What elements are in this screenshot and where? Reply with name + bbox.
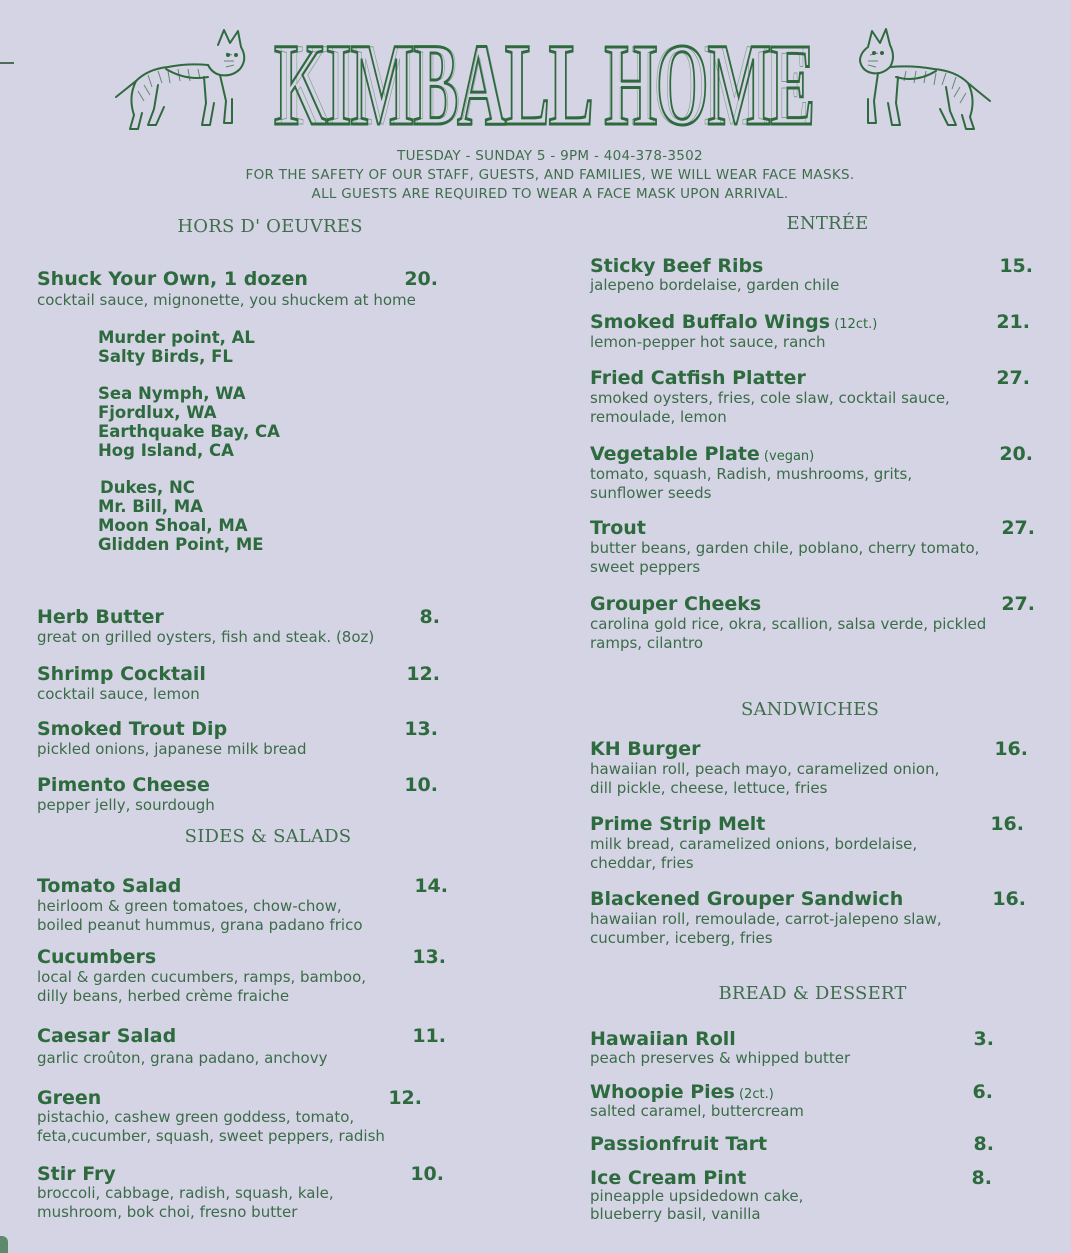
item-name: Tomato Salad xyxy=(37,875,182,897)
item-price: 27. xyxy=(996,367,1030,389)
item-price: 8. xyxy=(419,606,440,628)
item-desc: great on grilled oysters, fish and steak. (8oz) xyxy=(37,628,375,646)
item-name-text: Vegetable Plate xyxy=(590,443,760,465)
item-price: 21. xyxy=(996,311,1030,333)
section-hors-doeuvres: HORS D' OEUVRES xyxy=(177,216,363,237)
item-price: 11. xyxy=(412,1025,446,1047)
item-price: 16. xyxy=(992,888,1026,910)
item-price: 20. xyxy=(404,268,438,290)
cat-illustration-icon xyxy=(848,25,998,135)
item-desc: lemon-pepper hot sauce, ranch xyxy=(590,333,826,351)
item-name: Passionfruit Tart xyxy=(590,1133,768,1155)
item-name: Stir Fry xyxy=(37,1163,116,1185)
oyster-variety: Salty Birds, FL xyxy=(98,347,233,366)
item-desc: cucumber, iceberg, fries xyxy=(590,929,773,947)
item-desc: salted caramel, buttercream xyxy=(590,1102,804,1120)
item-desc: peach preserves & whipped butter xyxy=(590,1049,851,1067)
item-desc: hawaiian roll, remoulade, carrot-jalepeno slaw, xyxy=(590,910,942,928)
oyster-variety: Glidden Point, ME xyxy=(98,535,264,554)
item-desc: dilly beans, herbed crème fraiche xyxy=(37,987,290,1005)
item-name-text: Smoked Buffalo Wings xyxy=(590,311,831,333)
section-sides-salads: SIDES & SALADS xyxy=(184,826,352,847)
item-price: 3. xyxy=(973,1028,994,1050)
oyster-variety: Dukes, NC xyxy=(100,478,195,497)
item-desc: boiled peanut hummus, grana padano frico xyxy=(37,916,363,934)
item-name: Grouper Cheeks xyxy=(590,593,762,615)
item-name-text: Whoopie Pies xyxy=(590,1081,735,1103)
oyster-variety: Mr. Bill, MA xyxy=(98,497,203,516)
item-desc: hawaiian roll, peach mayo, caramelized onion, xyxy=(590,760,940,778)
item-price: 12. xyxy=(406,663,440,685)
item-desc: sweet peppers xyxy=(590,558,701,576)
oyster-variety: Moon Shoal, MA xyxy=(98,516,248,535)
oyster-variety: Sea Nymph, WA xyxy=(98,384,246,403)
oyster-variety: Murder point, AL xyxy=(98,328,255,347)
item-desc: broccoli, cabbage, radish, squash, kale, xyxy=(37,1184,334,1202)
item-desc: cocktail sauce, lemon xyxy=(37,685,200,703)
item-desc: pistachio, cashew green goddess, tomato, xyxy=(37,1108,355,1126)
item-price: 20. xyxy=(999,443,1033,465)
item-price: 14. xyxy=(414,875,448,897)
item-price: 15. xyxy=(999,255,1033,277)
item-price: 13. xyxy=(404,718,438,740)
item-name: Shuck Your Own, 1 dozen xyxy=(37,268,308,290)
item-name: Prime Strip Melt xyxy=(590,813,766,835)
item-note: (12ct.) xyxy=(830,317,878,332)
item-price: 8. xyxy=(973,1133,994,1155)
item-note: (2ct.) xyxy=(734,1087,774,1102)
section-entree: ENTRÉE xyxy=(786,213,869,234)
item-name: Trout xyxy=(590,517,646,539)
item-desc: cocktail sauce, mignonette, you shuckem at home xyxy=(37,291,416,309)
item-desc: jalepeno bordelaise, garden chile xyxy=(590,276,840,294)
item-desc: butter beans, garden chile, poblano, cherry tomato, xyxy=(590,539,980,557)
item-name: Shrimp Cocktail xyxy=(37,663,206,685)
item-name: KH Burger xyxy=(590,738,701,760)
item-desc: heirloom & green tomatoes, chow-chow, xyxy=(37,897,342,915)
item-desc: pepper jelly, sourdough xyxy=(37,796,215,814)
oyster-variety: Hog Island, CA xyxy=(98,441,234,460)
item-desc: feta,cucumber, squash, sweet peppers, radish xyxy=(37,1127,385,1145)
item-price: 16. xyxy=(994,738,1028,760)
item-desc: smoked oysters, fries, cole slaw, cocktail sauce, xyxy=(590,389,950,407)
section-sandwiches: SANDWICHES xyxy=(740,699,880,720)
item-name xyxy=(590,443,814,465)
item-name: Caesar Salad xyxy=(37,1025,177,1047)
item-name: Hawaiian Roll xyxy=(590,1028,736,1050)
edge-mark xyxy=(0,62,14,64)
item-price: 6. xyxy=(972,1081,993,1103)
item-name: Sticky Beef Ribs xyxy=(590,255,764,277)
oyster-variety: Earthquake Bay, CA xyxy=(98,422,280,441)
item-name: Blackened Grouper Sandwich xyxy=(590,888,904,910)
restaurant-title-inline: KIMBALL HOME xyxy=(280,22,808,150)
mask-notice-1: FOR THE SAFETY OF OUR STAFF, GUESTS, AND FAMILIES, WE WILL WEAR FACE MASKS. xyxy=(245,167,855,183)
item-price: 27. xyxy=(1001,593,1035,615)
corner-mark xyxy=(0,1236,8,1253)
item-desc: dill pickle, cheese, lettuce, fries xyxy=(590,779,828,797)
item-price: 13. xyxy=(412,946,446,968)
item-name: Cucumbers xyxy=(37,946,157,968)
item-desc: sunflower seeds xyxy=(590,484,712,502)
item-price: 16. xyxy=(990,813,1024,835)
item-name: Ice Cream Pint xyxy=(590,1167,747,1189)
item-name xyxy=(590,311,877,333)
item-price: 27. xyxy=(1001,517,1035,539)
item-price: 12. xyxy=(388,1087,422,1109)
item-price: 10. xyxy=(404,774,438,796)
item-desc: milk bread, caramelized onions, bordelaise, xyxy=(590,835,918,853)
restaurant-title xyxy=(270,22,818,150)
item-desc: ramps, cilantro xyxy=(590,634,704,652)
item-desc: pineapple upsidedown cake, xyxy=(590,1187,804,1205)
item-desc: carolina gold rice, okra, scallion, salsa verde, pickled xyxy=(590,615,987,633)
cat-illustration-icon xyxy=(108,25,258,135)
oyster-variety: Fjordlux, WA xyxy=(98,403,217,422)
item-desc: mushroom, bok choi, fresno butter xyxy=(37,1203,298,1221)
item-desc: tomato, squash, Radish, mushrooms, grits, xyxy=(590,465,913,483)
item-desc: remoulade, lemon xyxy=(590,408,727,426)
section-bread-dessert: BREAD & DESSERT xyxy=(718,983,907,1004)
item-name: Smoked Trout Dip xyxy=(37,718,228,740)
item-desc: local & garden cucumbers, ramps, bamboo, xyxy=(37,968,367,986)
item-name xyxy=(590,1081,774,1103)
item-name: Pimento Cheese xyxy=(37,774,210,796)
item-desc: pickled onions, japanese milk bread xyxy=(37,740,307,758)
item-desc: garlic croûton, grana padano, anchovy xyxy=(37,1049,328,1067)
item-price: 8. xyxy=(971,1167,992,1189)
item-price: 10. xyxy=(410,1163,444,1185)
item-name: Herb Butter xyxy=(37,606,164,628)
mask-notice-2: ALL GUESTS ARE REQUIRED TO WEAR A FACE MASK UPON ARRIVAL. xyxy=(311,186,789,202)
item-name: Fried Catfish Platter xyxy=(590,367,806,389)
item-desc: blueberry basil, vanilla xyxy=(590,1205,761,1223)
item-note: (vegan) xyxy=(759,449,815,464)
item-name: Green xyxy=(37,1087,102,1109)
restaurant-title-text: KIMBALL HOME xyxy=(274,22,814,150)
hours-line: TUESDAY - SUNDAY 5 - 9PM - 404-378-3502 xyxy=(397,148,703,164)
item-desc: cheddar, fries xyxy=(590,854,694,872)
